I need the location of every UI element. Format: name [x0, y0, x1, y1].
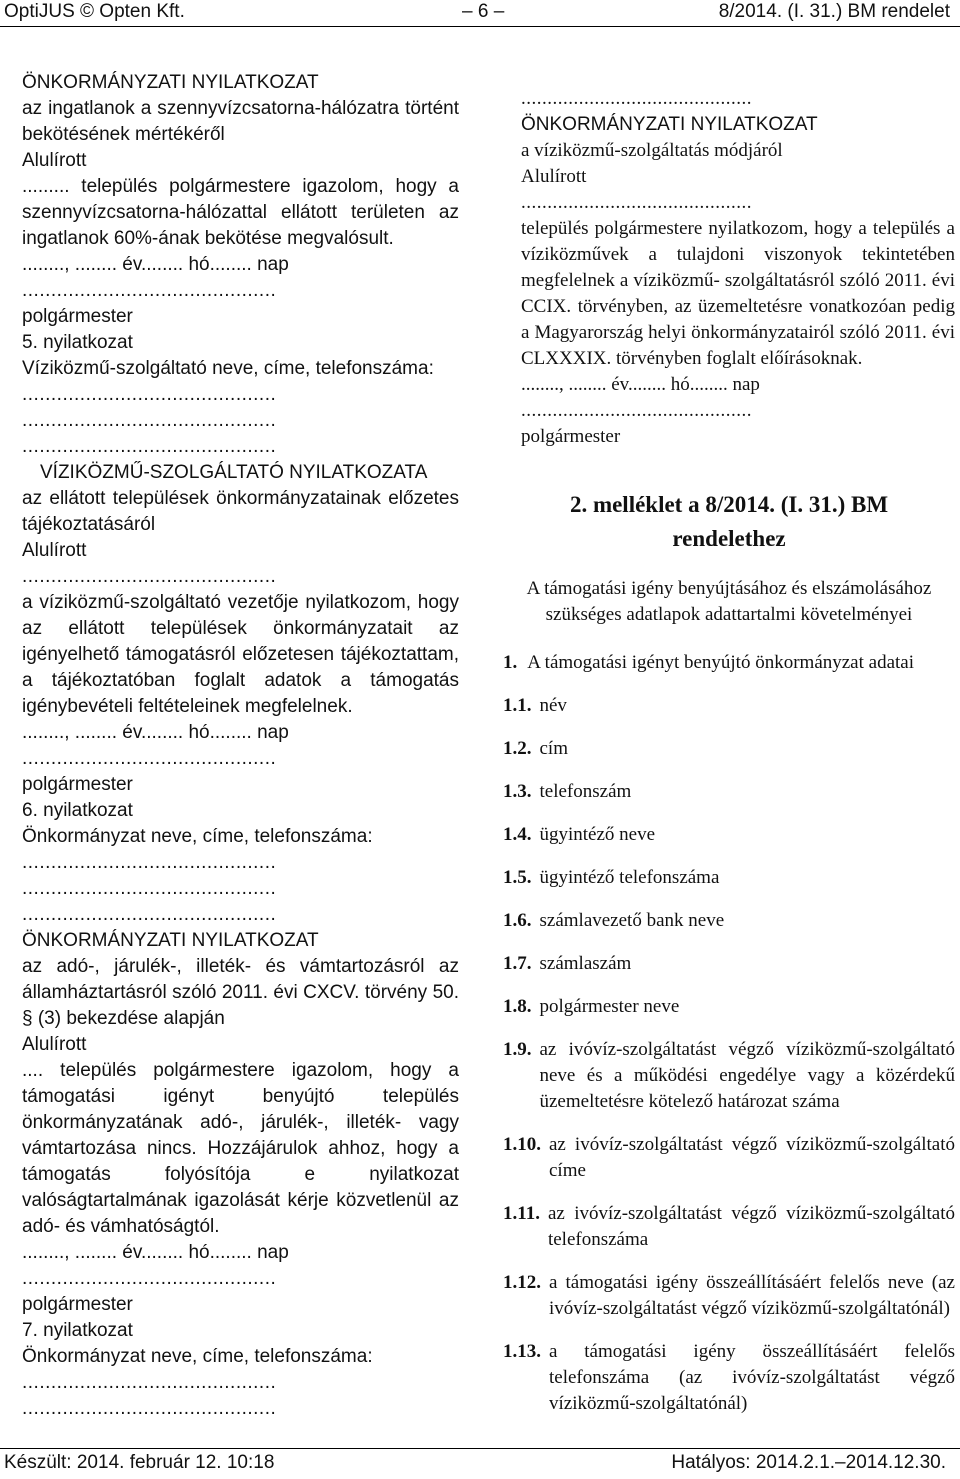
item-number: 1.2.	[503, 738, 532, 759]
signature-dots: ............................................	[22, 1268, 277, 1289]
declaration-text: .... település polgármestere igazolom, hogy a támogatási igényt benyújtó település önkormányzatának adó-, járulék-, illeték- vagy vámtartozása nincs. Hozzájárulok ahhoz, hogy a támogatás folyósítója e nyilatkozat valóságtartalmának igazolását kérje közvetlenül az adó- és vámhatóságtól.	[22, 1060, 459, 1237]
list-item	[503, 1037, 955, 1115]
list-item	[503, 779, 955, 805]
list-item	[503, 908, 955, 934]
item-number: 1.8.	[503, 996, 532, 1017]
item-number: 1.12.	[503, 1272, 541, 1293]
fill-dots: ............................................	[521, 88, 752, 109]
list-item	[503, 822, 955, 848]
alulirott-label: Alulírott	[22, 150, 87, 171]
fill-dots: ............................................	[22, 1398, 277, 1419]
fill-dots: ............................................	[22, 410, 277, 431]
item-number: 1.10.	[503, 1134, 541, 1155]
list-item	[503, 736, 955, 762]
signature-label: polgármester	[22, 774, 133, 795]
item-number: 1.5.	[503, 867, 532, 888]
fill-dots: ............................................	[22, 436, 277, 457]
signature-dots: ............................................	[521, 400, 752, 421]
declaration-title: VÍZIKÖZMŰ-SZOLGÁLTATÓ NYILATKOZATA	[40, 462, 428, 483]
section-number: 1.	[503, 652, 518, 673]
section-heading	[503, 650, 955, 676]
declaration-block-water-service	[503, 86, 955, 450]
item-text: polgármester neve	[539, 996, 680, 1017]
header-page-number: – 6 –	[462, 1, 505, 22]
statement-subtitle: Önkormányzat neve, címe, telefonszáma:	[22, 826, 373, 847]
declaration-block-tax	[4, 928, 459, 1422]
right-column	[503, 86, 955, 1417]
item-text: számlavezető bank neve	[539, 910, 725, 931]
statement-subtitle: Önkormányzat neve, címe, telefonszáma:	[22, 1346, 373, 1367]
statement-number: 6. nyilatkozat	[22, 800, 133, 821]
fill-dots: ............................................	[22, 904, 277, 925]
list-item	[503, 994, 955, 1020]
declaration-title: ÖNKORMÁNYZATI NYILATKOZAT	[22, 72, 319, 93]
item-number: 1.11.	[503, 1203, 540, 1224]
declaration-subtitle: az ingatlanok a szennyvízcsatorna-hálózatra történt bekötésének mértékéről	[22, 98, 459, 145]
item-text: ügyintéző neve	[539, 824, 656, 845]
date-line: ........, ........ év........ hó........ nap	[521, 374, 760, 395]
item-text: számlaszám	[539, 953, 632, 974]
item-number: 1.7.	[503, 953, 532, 974]
footer-validity: Hatályos: 2014.2.1.–2014.12.30.	[671, 1452, 946, 1473]
declaration-text: település polgármestere nyilatkozom, hogy a település a víziközművek a tulajdoni viszonyok tekintetében megfelelnek a víziközmű- szolgáltatásról szóló 2011. évi CCIX. törvényben, az üzemeltetésre vonatkozóan pedig a Magyarország helyi önkormányzatairól szóló 2011. évi CLXXXIX. törvényben foglalt előírásoknak.	[521, 218, 955, 369]
item-number: 1.13.	[503, 1341, 541, 1362]
signature-label: polgármester	[521, 426, 621, 447]
item-text: cím	[539, 738, 568, 759]
declaration-block-sewer	[4, 70, 459, 460]
item-text: a támogatási igény összeállításáért felelős telefonszáma (az ivóvíz-szolgáltatást végző víziközmű-szolgáltatónál)	[549, 1341, 955, 1414]
statement-number: 7. nyilatkozat	[22, 1320, 133, 1341]
item-number: 1.4.	[503, 824, 532, 845]
declaration-title: ÖNKORMÁNYZATI NYILATKOZAT	[521, 114, 818, 135]
fill-dots: ............................................	[22, 878, 277, 899]
signature-label: polgármester	[22, 1294, 133, 1315]
declaration-subtitle: az adó-, járulék-, illeték- és vámtartozásról az államháztartásról szóló 2011. évi CXCV. törvény 50. § (3) bekezdése alapján	[22, 956, 459, 1029]
list-item	[503, 1270, 955, 1322]
date-line: ........, ........ év........ hó........ nap	[22, 722, 289, 743]
declaration-subtitle: a víziközmű-szolgáltatás módjáról	[521, 140, 783, 161]
list-item	[503, 865, 955, 891]
item-number: 1.1.	[503, 695, 532, 716]
alulirott-label: Alulírott	[521, 166, 587, 187]
fill-dots: ............................................	[521, 192, 752, 213]
date-line: ........, ........ év........ hó........ nap	[22, 254, 289, 275]
requirement-list	[503, 693, 955, 1417]
fill-dots: ............................................	[22, 566, 277, 587]
header-publisher: OptiJUS © Opten Kft.	[4, 1, 185, 22]
list-item	[503, 693, 955, 719]
declaration-text: ......... település polgármestere igazolom, hogy a szennyvízcsatorna-hálózattal ellátott területen az ingatlanok 60%-ának bekötése megvalósult.	[22, 176, 459, 249]
footer-rule	[0, 1448, 960, 1449]
page-header	[0, 0, 960, 26]
item-number: 1.3.	[503, 781, 532, 802]
declaration-block-utility	[4, 460, 459, 928]
annex-title: 2. melléklet a 8/2014. (I. 31.) BM rendelethez	[569, 492, 889, 551]
fill-dots: ............................................	[22, 1372, 277, 1393]
item-number: 1.6.	[503, 910, 532, 931]
signature-dots: ............................................	[22, 748, 277, 769]
left-column	[4, 70, 459, 1422]
list-item	[503, 1339, 955, 1417]
item-text: ügyintéző telefonszáma	[539, 867, 720, 888]
fill-dots: ............................................	[22, 384, 277, 405]
item-text: az ivóvíz-szolgáltatást végző víziközmű-szolgáltató címe	[549, 1134, 955, 1181]
date-line: ........, ........ év........ hó........ nap	[22, 1242, 289, 1263]
declaration-subtitle: az ellátott települések önkormányzatainak előzetes tájékoztatásáról	[22, 488, 459, 535]
list-item	[503, 1201, 955, 1253]
item-text: név	[539, 695, 567, 716]
section-title: A támogatási igényt benyújtó önkormányzat adatai	[527, 652, 915, 673]
alulirott-label: Alulírott	[22, 1034, 87, 1055]
declaration-title: ÖNKORMÁNYZATI NYILATKOZAT	[22, 930, 319, 951]
fill-dots: ............................................	[22, 852, 277, 873]
footer-created: Készült: 2014. február 12. 10:18	[4, 1452, 275, 1473]
item-text: az ivóvíz-szolgáltatást végző víziközmű-szolgáltató neve és a működési engedélye vagy a közérdekű üzemeltetésre kötelező határozat száma	[539, 1039, 955, 1112]
annex-subtitle: A támogatási igény benyújtásához és elszámolásához szükséges adatlapok adattartalmi követelményei	[526, 578, 932, 625]
list-item	[503, 951, 955, 977]
item-text: a támogatási igény összeállításáért felelős neve (az ivóvíz-szolgáltatást végző víziközmű-szolgáltatónál)	[549, 1272, 955, 1319]
alulirott-label: Alulírott	[22, 540, 87, 561]
list-item	[503, 1132, 955, 1184]
signature-dots: ............................................	[22, 280, 277, 301]
declaration-text: a víziközmű-szolgáltató vezetője nyilatkozom, hogy az ellátott települések önkormányzatait az igényelhető támogatásról előzetesen tájékoztattam, a tájékoztatóban foglalt adatok a támogatás igénybevételi feltételeinek megfelelnek.	[22, 592, 459, 717]
signature-label: polgármester	[22, 306, 133, 327]
statement-subtitle: Víziközmű-szolgáltató neve, címe, telefonszáma:	[22, 358, 434, 379]
statement-number: 5. nyilatkozat	[22, 332, 133, 353]
item-text: telefonszám	[539, 781, 632, 802]
item-number: 1.9.	[503, 1039, 532, 1060]
header-document-id: 8/2014. (I. 31.) BM rendelet	[718, 1, 950, 22]
header-rule	[0, 26, 960, 27]
item-text: az ivóvíz-szolgáltatást végző víziközmű-szolgáltató telefonszáma	[547, 1203, 955, 1250]
